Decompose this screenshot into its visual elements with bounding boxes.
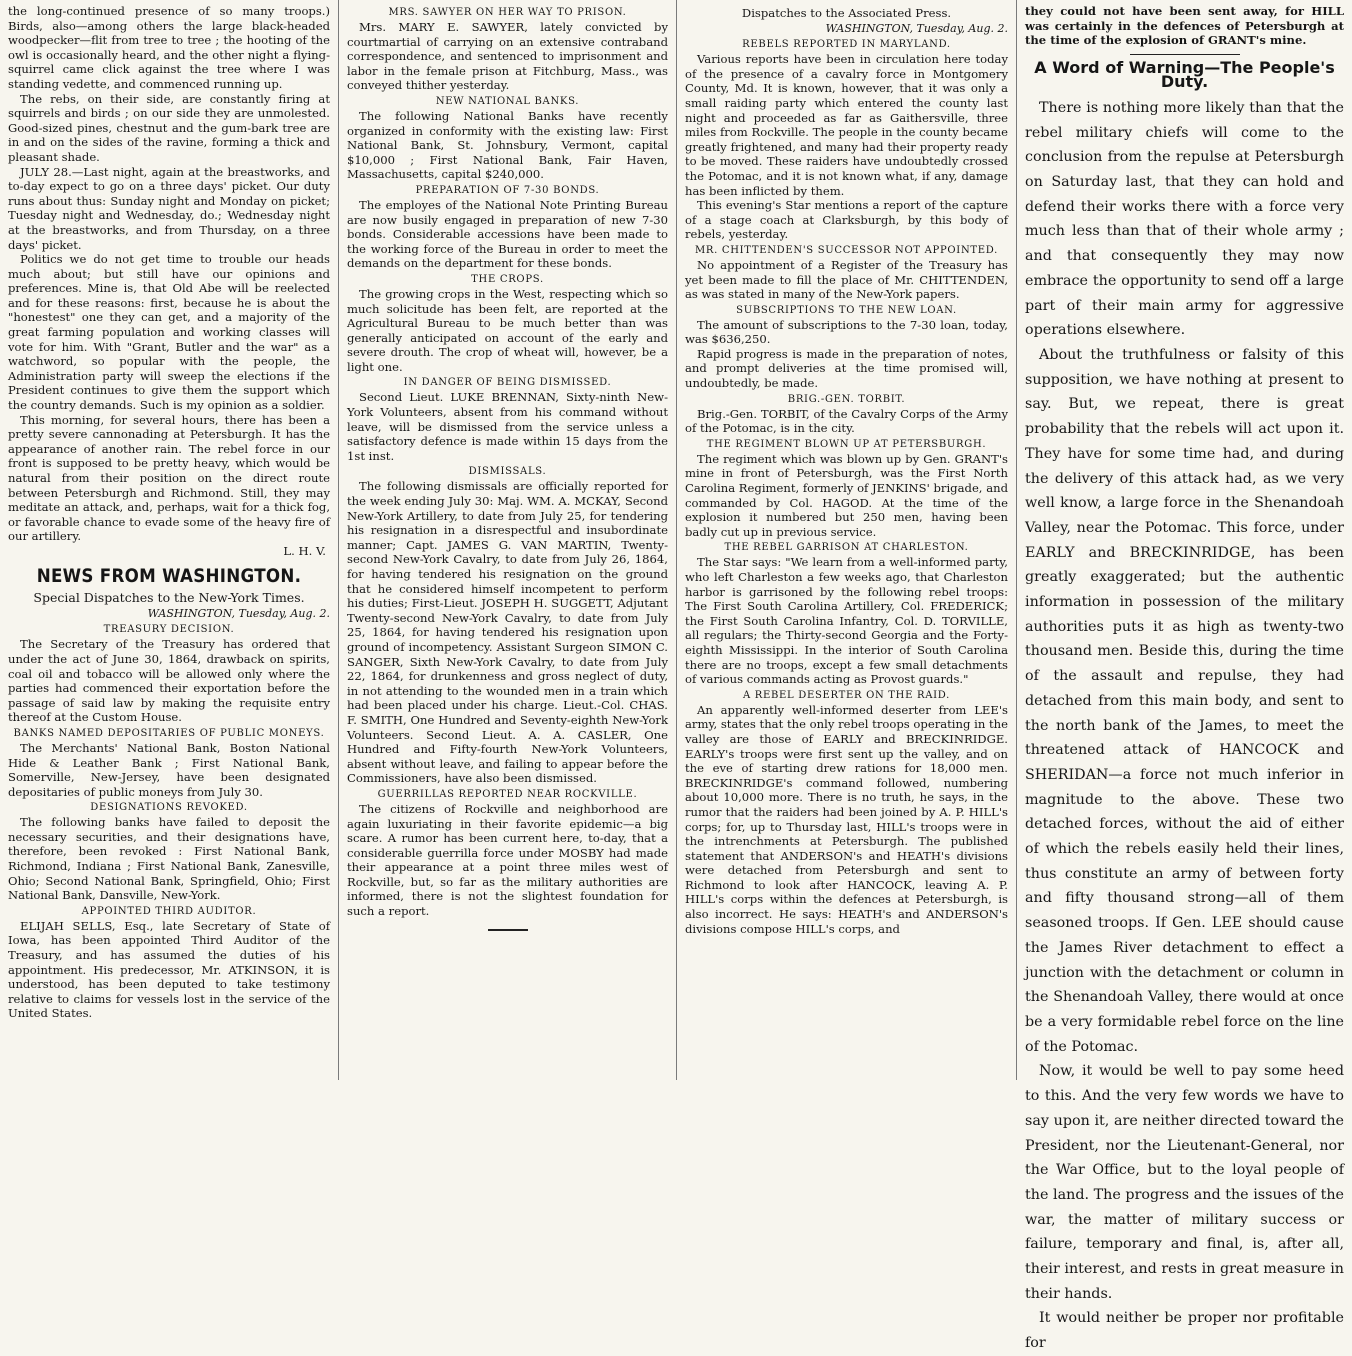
article-heading: MR. CHITTENDEN'S SUCCESSOR NOT APPOINTED.	[694, 244, 999, 256]
article-heading: THE REBEL GARRISON AT CHARLESTON.	[724, 542, 969, 554]
article-heading: GUERRILLAS REPORTED NEAR ROCKVILLE.	[377, 788, 638, 800]
article-paragraph: The citizens of Rockville and neighborhood are again luxuriating in their favorite epidemic—a big scare. A rumor has been current here, to-day, that a considerable guerrilla force under MOSBY had made their appearance at a point three miles west of Rockville, but, so far as the military authorities are informed, there is not the slightest foundation for such a report.	[347, 801, 668, 919]
section-title: NEWS FROM WASHINGTON.	[36, 564, 302, 587]
article-paragraph: The amount of subscriptions to the 7-30 loan, today, was $636,250.	[685, 317, 1008, 347]
article-paragraph: The following National Banks have recently organized in conformity with the existing law: First National Bank, St. Johnsbury, Vermont, capital $10,000 ; First National Bank, Fair Haven, Massachusetts, capital $240,000.	[347, 108, 668, 182]
article-paragraph: Politics we do not get time to trouble our heads much about; but still have our opinions and preferences. Mine is, that Old Abe will be reelected and for these reasons: first, because he is about the "honestest" one they can get, and a majority of the great farming population and working classes will vote for him. With "Grant, Butler and the war" as a watchword, so popular with the people, the Administration party will sweep the elections if the President continues to give them the support which the country demands. Such is my opinion as a soldier.	[8, 252, 330, 413]
article-paragraph: This morning, for several hours, there has been a pretty severe cannonading at Petersburgh. It has the appearance of another rain. The rebel force in our front is supposed to be pretty heavy, which would be natural from their position on the direct route between Petersburgh and Richmond. Still, they may meditate an attack, and, perhaps, wait for a thick fog, or favorable chance to evade some of the heavy fire of our artillery.	[8, 412, 330, 544]
article-paragraph: ELIJAH SELLS, Esq., late Secretary of State of Iowa, has been appointed Third Auditor of the Treasury, and has assumed the duties of his appointment. His predecessor, Mr. ATKINSON, it is understood, has been deputed to take testimony relative to claims for vessels lost in the service of the United States.	[8, 918, 330, 1021]
article-heading: MRS. SAWYER ON HER WAY TO PRISON.	[388, 7, 627, 18]
article-paragraph: The Secretary of the Treasury has ordered that under the act of June 30, 1864, drawback on spirits, coal oil and tobacco will be allowed only where the parties had commenced their exportation before the passage of said law by making the requisite entry thereof at the Custom House.	[8, 637, 330, 725]
article-heading: BANKS NAMED DEPOSITARIES OF PUBLIC MONEYS.	[13, 727, 325, 739]
article-heading: TREASURY DECISION.	[103, 624, 235, 636]
article-paragraph: The regiment which was blown up by Gen. GRANT's mine in front of Petersburgh, was the First North Carolina Regiment, formerly of JENKINS' brigade, and commanded by Col. HAGOD. At the time of the explosion it numbered but 250 men, having been badly cut up in previous service.	[685, 451, 1008, 539]
article-heading: THE REGIMENT BLOWN UP AT PETERSBURGH.	[706, 438, 987, 450]
section-subtitle: Special Dispatches to the New-York Times.	[33, 590, 305, 606]
article-heading: REBELS REPORTED IN MARYLAND.	[742, 39, 951, 51]
section-subtitle: Dispatches to the Associated Press.	[741, 6, 952, 20]
article-paragraph: Rapid progress is made in the preparation of notes, and prompt deliveries at the time promised will, undoubtedly, be made.	[685, 346, 1008, 391]
article-paragraph: An apparently well-informed deserter from LEE's army, states that the only rebel troops operating in the valley are those of EARLY and BRECKINRIDGE. EARLY's troops were first sent up the valley, and on the eve of starting drew rations for 18,000 men. BRECKINRIDGE's command followed, numbering about 10,000 more. There is no truth, he says, in the rumor that the raiders had been joined by A. P. HILL's corps; for, up to Thursday last, HILL's troops were in the intrenchments at Petersburgh. The published statement that ANDERSON's and HEATH's divisions were detached from Petersburgh and sent to Richmond to look after HANCOCK, leaving A. P. HILL's corps within the defences at Petersburgh, is also incorrect. He says: HEATH's and ANDERSON's divisions compose HILL's corps, and	[685, 702, 1008, 936]
article-paragraph: There is nothing more likely than that the rebel military chiefs will come to the conclusion from the repulse at Petersburgh on Saturday last, that they can hold and defend their works there with a force very much less than that of their whole army ; and that consequently they may now embrace the opportunity to send off a large part of their main army for aggressive operations elsewhere.	[1025, 99, 1344, 339]
article-paragraph: It would neither be proper nor profitable for	[1025, 1310, 1344, 1352]
article-heading: DISMISSALS.	[468, 466, 547, 478]
editorial-body	[1025, 96, 1344, 1356]
article-paragraph: The following banks have failed to deposit the necessary securities, and their designations have, therefore, been revoked : First National Bank, Richmond, Indiana ; First National Bank, Zanesville, Ohio; Second National Bank, Springfield, Ohio; First National Bank, Dansville, New-York.	[8, 815, 330, 903]
article-paragraph: This evening's Star mentions a report of the capture of a stage coach at Clarksburgh, by this body of rebels, yesterday.	[685, 198, 1008, 242]
article-paragraph: The following dismissals are officially reported for the week ending July 30: Maj. WM. A. MCKAY, Second New-York Artillery, to date from July 25, for tendering his resignation in a disrespectful and insubordinate manner; Capt. JAMES G. VAN MARTIN, Twenty-second New-York Cavalry, to date from July 26, 1864, for having tendered his resignation on the ground that he considered himself incompetent to perform his duties; First-Lieut. JOSEPH H. SUGGETT, Adjutant Twenty-second New-York Cavalry, to date from July 25, 1864, for having tendered his resignation upon ground of incompetency. Assistant Surgeon SIMON C. SANGER, Sixth New-York Cavalry, to date from July 22, 1864, for drunkenness and gross neglect of duty, in not attending to the wounded men in a train which had been placed under his charge. Lieut.-Col. CHAS. F. SMITH, One Hundred and Seventy-eighth New-York Volunteers. Second Lieut. A. A. CASLER, One Hundred and Fifty-fourth New-York Volunteers, absent without leave, and failing to appear before the Commissioners, have also been dismissed.	[347, 479, 668, 786]
article-paragraph: The growing crops in the West, respecting which so much solicitude has been felt, are reported at the Agricultural Bureau to be much better than was generally anticipated on account of the early and severe drouth. The crop of wheat will, however, be a light one.	[347, 286, 668, 374]
article-heading: THE CROPS.	[471, 273, 544, 285]
article-heading: DESIGNATIONS REVOKED.	[90, 802, 248, 814]
editorial-title: A Word of Warning—The People's Duty.	[1034, 57, 1335, 92]
article-paragraph: The rebs, on their side, are constantly firing at squirrels and birds ; on our side they are unmolested. Good-sized pines, chestnut and the gum-bark tree are in and on the sides of the ravine, forming a thick and pleasant shade.	[8, 91, 330, 164]
column-4	[1017, 0, 1352, 1352]
article-heading: APPOINTED THIRD AUDITOR.	[81, 905, 257, 917]
end-rule	[488, 929, 528, 931]
article-heading: IN DANGER OF BEING DISMISSED.	[403, 377, 612, 389]
article-heading: PREPARATION OF 7-30 BONDS.	[415, 184, 600, 196]
article-paragraph: the long-continued presence of so many troops.) Birds, also—among others the large black-headed woodpecker—flit from tree to tree ; the hooting of the owl is occasionally heard, and the other night a flying-squirrel came click against the tree where I was standing vedette, and commenced running up.	[8, 4, 330, 91]
article-heading: A REBEL DESERTER ON THE RAID.	[742, 689, 951, 701]
signature: L. H. V.	[283, 543, 326, 558]
dateline: WASHINGTON, Tuesday, Aug. 2.	[825, 21, 1008, 35]
column-2	[339, 0, 676, 1080]
article-paragraph: they could not have been sent away, for HILL was certainly in the defences of Petersburgh at the time of the explosion of GRANT's mine.	[1025, 4, 1344, 48]
article-paragraph: Mrs. MARY E. SAWYER, lately convicted by courtmartial of carrying on an extensive contraband correspondence, and sentenced to imprisonment and labor in the female prison at Fitchburg, Mass., was conveyed thither yesterday.	[347, 20, 668, 93]
section-divider	[1130, 54, 1240, 55]
article-paragraph: The Star says: "We learn from a well-informed party, who left Charleston a few weeks ago, that Charleston harbor is garrisoned by the following rebel troops: The First South Carolina Artillery, Col. FREDERICK; the First South Carolina Infantry, Col. D. TORVILLE, all regulars; the Thirty-second Georgia and the Forty-eighth Mississippi. In the interior of South Carolina there are no troops, except a few small detachments of various commands acting as Provost guards."	[685, 555, 1008, 687]
article-paragraph: About the truthfulness or falsity of this supposition, we have nothing at present to say. But, we repeat, there is great probability that the rebels will act upon it. They have for some time had, and during the delivery of this attack had, as we very well know, a large force in the Shenandoah Valley, near the Potomac. This force, under EARLY and BRECKINRIDGE, has been greatly exaggerated; but the authentic information in possession of the military authorities puts it as high as twenty-two thousand men. Beside this, during the time of the assault and repulse, they had detached from this main body, and sent to the north bank of the James, to meet the threatened attack of HANCOCK and SHERIDAN—a force not much inferior in magnitude to the above. These two detached forces, without the aid of either of which the rebels easily held their lines, thus constitute an army of between forty and fifty thousand strong—all of them seasoned troops. If Gen. LEE should cause the James River detachment to effect a junction with the detachment or column in the Shenandoah Valley, there would at once be a very formidable rebel force on the line of the Potomac.	[1025, 347, 1344, 1055]
article-paragraph: Second Lieut. LUKE BRENNAN, Sixty-ninth New-York Volunteers, absent from his command without leave, will be dismissed from the service unless a satisfactory defence is made within 15 days from the 1st inst.	[347, 390, 668, 463]
column-3	[677, 0, 1016, 1080]
article-paragraph: Various reports have been in circulation here today of the presence of a cavalry force in Montgomery County, Md. It is known, however, that it was only a small raiding party which entered the county last night and proceeded as far as Gaithersville, three miles from Rockville. The people in the county became greatly frightened, and many had their property ready to be moved. These raiders have undoubtedly crossed the Potomac, and it is not known what, if any, damage has been inflicted by them.	[685, 52, 1008, 198]
column-1	[0, 0, 338, 1080]
dateline: WASHINGTON, Tuesday, Aug. 2.	[147, 606, 330, 620]
article-paragraph: JULY 28.—Last night, again at the breastworks, and to-day expect to go on a three days' picket. Our duty runs about thus: Sunday night and Monday on picket; Tuesday night and Wednesday, do.; Wednesday night at the breastworks, and from Thursday, on a three days' picket.	[8, 164, 330, 252]
article-paragraph: The employes of the National Note Printing Bureau are now busily engaged in preparation of new 7-30 bonds. Considerable accessions have been made to the working force of the Bureau in order to meet the demands on the department for these bonds.	[347, 197, 668, 271]
article-paragraph: The Merchants' National Bank, Boston National Hide & Leather Bank ; First National Bank, Somerville, New-Jersey, have been designated depositaries of public moneys from July 30.	[8, 740, 330, 799]
article-heading: NEW NATIONAL BANKS.	[435, 95, 580, 107]
article-heading: BRIG.-GEN. TORBIT.	[787, 393, 906, 405]
article-paragraph: Now, it would be well to pay some heed to this. And the very few words we have to say upon it, are neither directed toward the President, nor the Lieutenant-General, nor the War Office, but to the loyal people of the land. The progress and the issues of the war, the matter of military success or failure, temporary and final, is, after all, their interest, and rests in great measure in their hands.	[1025, 1063, 1344, 1302]
article-paragraph: No appointment of a Register of the Treasury has yet been made to fill the place of Mr. CHITTENDEN, as was stated in many of the New-York papers.	[685, 257, 1008, 302]
article-paragraph: Brig.-Gen. TORBIT, of the Cavalry Corps of the Army of the Potomac, is in the city.	[685, 406, 1008, 436]
article-heading: SUBSCRIPTIONS TO THE NEW LOAN.	[736, 304, 957, 316]
